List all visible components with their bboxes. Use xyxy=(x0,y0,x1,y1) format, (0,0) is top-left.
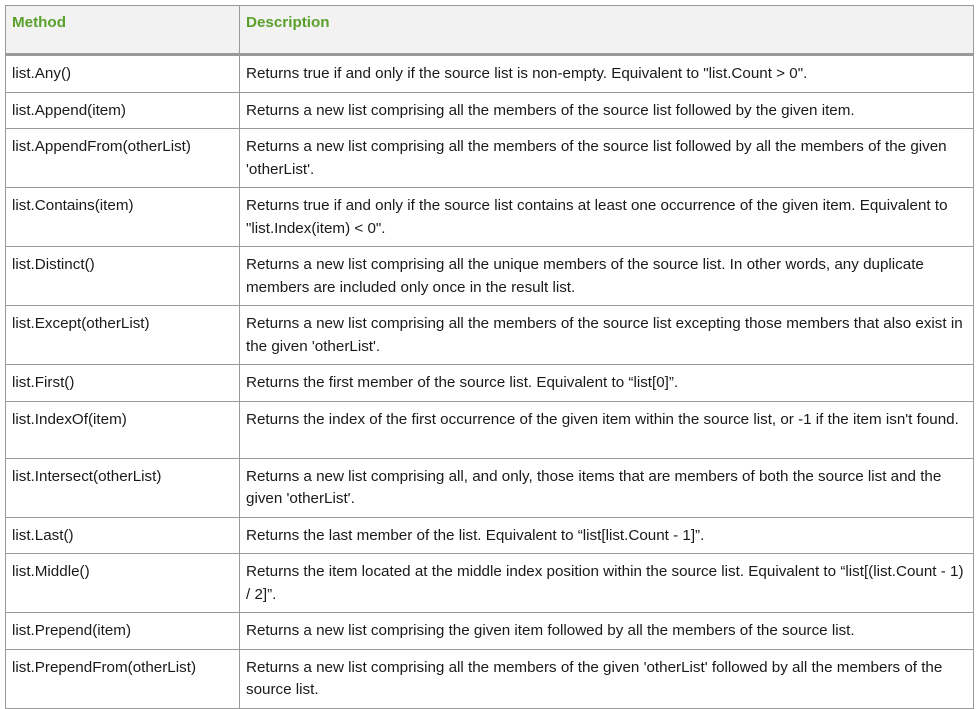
table-row xyxy=(6,517,974,554)
description-cell: Returns the first member of the source list. Equivalent to “list[0]”. xyxy=(240,365,974,402)
table-row xyxy=(6,306,974,365)
table-row xyxy=(6,55,974,93)
method-cell: list.Append(item) xyxy=(6,92,240,129)
method-cell: list.Any() xyxy=(6,55,240,93)
description-cell: Returns the item located at the middle index position within the source list. Equivalent to “list[(list.Count - 1) / 2]”. xyxy=(240,554,974,613)
method-cell: list.Last() xyxy=(6,517,240,554)
description-cell: Returns true if and only if the source list contains at least one occurrence of the given item. Equivalent to "list.Index(item) < 0". xyxy=(240,188,974,247)
method-cell: list.Distinct() xyxy=(6,247,240,306)
table-row xyxy=(6,188,974,247)
table-row xyxy=(6,92,974,129)
table-header-row xyxy=(6,6,974,55)
description-cell: Returns a new list comprising all the members of the source list followed by the given item. xyxy=(240,92,974,129)
description-cell: Returns a new list comprising all the members of the source list excepting those members that also exist in the given 'otherList'. xyxy=(240,306,974,365)
method-cell: list.First() xyxy=(6,365,240,402)
description-cell: Returns a new list comprising the given item followed by all the members of the source list. xyxy=(240,613,974,650)
table-row xyxy=(6,129,974,188)
description-cell: Returns the last member of the list. Equivalent to “list[list.Count - 1]”. xyxy=(240,517,974,554)
description-cell: Returns the index of the first occurrence of the given item within the source list, or -1 if the item isn't found. xyxy=(240,401,974,458)
description-cell: Returns true if and only if the source list is non-empty. Equivalent to "list.Count > 0". xyxy=(240,55,974,93)
table-row xyxy=(6,458,974,517)
table-row xyxy=(6,401,974,458)
column-header-method: Method xyxy=(6,6,240,55)
description-cell: Returns a new list comprising all the members of the source list followed by all the members of the given 'otherList'. xyxy=(240,129,974,188)
column-header-description: Description xyxy=(240,6,974,55)
description-cell: Returns a new list comprising all the members of the given 'otherList' followed by all the members of the source list. xyxy=(240,649,974,708)
description-cell: Returns a new list comprising all, and only, those items that are members of both the source list and the given 'otherList'. xyxy=(240,458,974,517)
method-cell: list.IndexOf(item) xyxy=(6,401,240,458)
table-row xyxy=(6,649,974,708)
method-cell: list.Intersect(otherList) xyxy=(6,458,240,517)
method-cell: list.Middle() xyxy=(6,554,240,613)
methods-table xyxy=(5,5,974,709)
table-row xyxy=(6,613,974,650)
method-cell: list.Prepend(item) xyxy=(6,613,240,650)
table-row xyxy=(6,554,974,613)
method-cell: list.Contains(item) xyxy=(6,188,240,247)
method-cell: list.PrependFrom(otherList) xyxy=(6,649,240,708)
method-cell: list.AppendFrom(otherList) xyxy=(6,129,240,188)
table-row xyxy=(6,247,974,306)
table-row xyxy=(6,365,974,402)
method-cell: list.Except(otherList) xyxy=(6,306,240,365)
description-cell: Returns a new list comprising all the unique members of the source list. In other words, any duplicate members are included only once in the result list. xyxy=(240,247,974,306)
